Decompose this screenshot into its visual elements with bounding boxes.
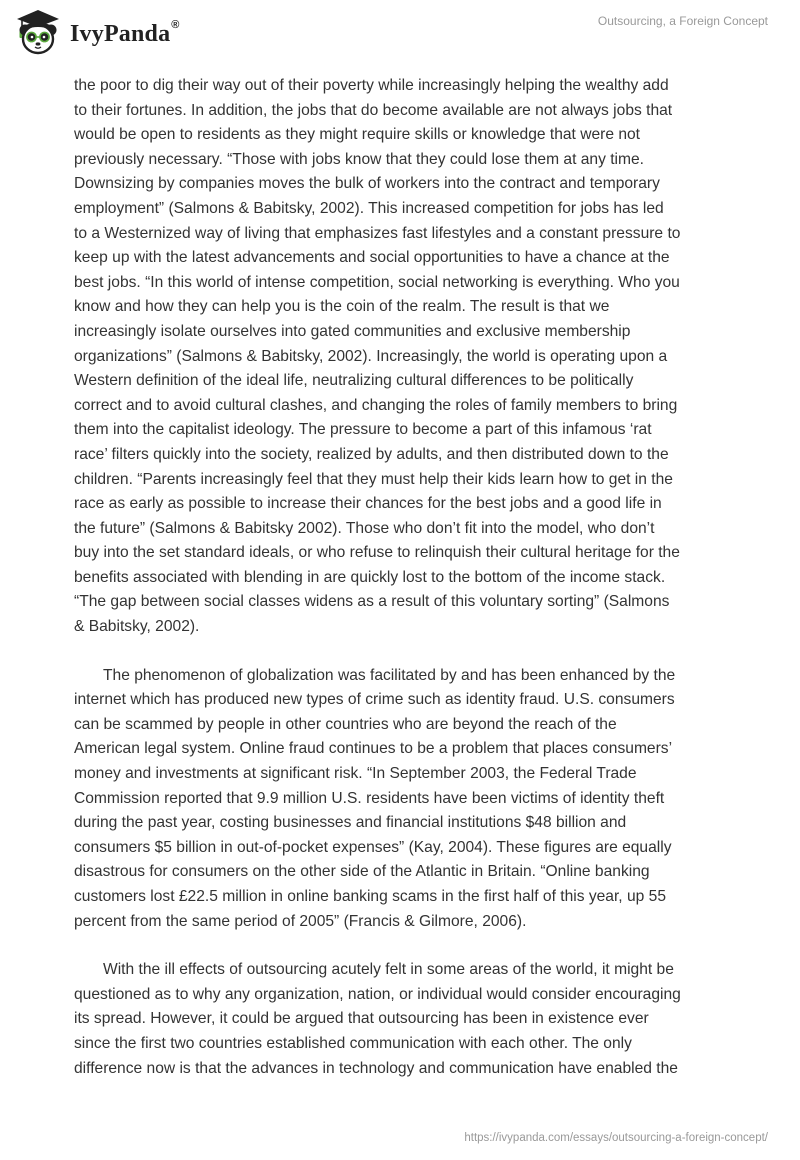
- page-header: [0, 0, 800, 64]
- text-line: can be scammed by people in other countries who are beyond the reach of the: [74, 715, 617, 733]
- text-line: race as early as possible to increase their chances for the best jobs and a good life in: [74, 495, 662, 513]
- text-line: employment” (Salmons & Babitsky, 2002). This increased competition for jobs has led: [74, 199, 664, 217]
- text-line: race’ filters quickly into the society, realized by adults, and then distributed down to the: [74, 445, 669, 463]
- text-line: would be open to residents as they might require skills or knowledge that were not: [74, 126, 641, 144]
- paragraph: [74, 664, 730, 935]
- text-line: increasingly isolate ourselves into gated communities and exclusive membership: [74, 322, 631, 340]
- text-line: benefits associated with blending in are quickly lost to the bottom of the income stack.: [74, 568, 666, 586]
- text-line: Downsizing by companies moves the bulk of workers into the contract and temporary: [74, 175, 660, 193]
- text-line: since the first two countries established communication with each other. The only: [74, 1034, 632, 1052]
- text-line: children. “Parents increasingly feel that they must help their kids learn how to get in the: [74, 470, 673, 488]
- paragraph: [74, 74, 730, 640]
- text-line: them into the capitalist ideology. The pressure to become a part of this infamous ‘rat: [74, 421, 652, 439]
- text-line: to their fortunes. In addition, the jobs that do become available are not always jobs that: [74, 101, 673, 119]
- text-line: The phenomenon of globalization was facilitated by and has been enhanced by the: [103, 666, 676, 684]
- paragraph: [74, 958, 730, 1081]
- text-line: the poor to dig their way out of their poverty while increasingly helping the wealthy add: [74, 77, 669, 94]
- ivypanda-panda-graduate-icon: [14, 8, 62, 56]
- text-line: customers lost £22.5 million in online banking scams in the first half of this year, up 55: [74, 888, 666, 905]
- text-line: its spread. However, it could be argued that outsourcing has been in existence ever: [74, 1010, 649, 1028]
- text-line: money and investments at significant risk. “In September 2003, the Federal Trade: [74, 765, 637, 783]
- text-line: the future” (Salmons & Babitsky 2002). Those who don’t fit into the model, who don’t: [74, 519, 655, 537]
- text-line: during the past year, costing businesses and financial institutions $48 billion and: [74, 814, 627, 832]
- source-url[interactable]: https://ivypanda.com/essays/outsourcing-a-foreign-concept/: [464, 1132, 768, 1144]
- text-line: American legal system. Online fraud continues to be a problem that places consumers’: [74, 740, 673, 758]
- text-line: to a Westernized way of living that emphasizes fast lifestyles and a constant pressure to: [74, 224, 681, 242]
- brand-name: IvyPanda®: [70, 18, 180, 47]
- text-line: disastrous for consumers on the other side of the Atlantic in Britain. “Online banking: [74, 863, 650, 881]
- text-line: internet which has produced new types of crime such as identity fraud. U.S. consumers: [74, 691, 675, 709]
- text-line: keep up with the latest advancements and social opportunities to have a chance at the: [74, 249, 670, 267]
- registered-mark: ®: [171, 18, 180, 31]
- text-line: With the ill effects of outsourcing acutely felt in some areas of the world, it might be: [103, 961, 674, 979]
- text-line: & Babitsky, 2002).: [74, 618, 200, 636]
- ivypanda-logo[interactable]: [14, 8, 180, 56]
- text-line: consumers $5 billion in out-of-pocket expenses” (Kay, 2004). These figures are equally: [74, 838, 672, 856]
- text-line: know and how they can help you is the coin of the realm. The result is that we: [74, 298, 610, 316]
- text-line: percent from the same period of 2005” (Francis & Gilmore, 2006).: [74, 912, 527, 930]
- text-line: organizations” (Salmons & Babitsky, 2002). Increasingly, the world is operating upon a: [74, 347, 668, 365]
- document-title: Outsourcing, a Foreign Concept: [597, 14, 768, 28]
- text-line: previously necessary. “Those with jobs know that they could lose them at any time.: [74, 150, 645, 168]
- text-line: correct and to avoid cultural clashes, and changing the roles of family members to bring: [74, 396, 678, 414]
- text-line: buy into the set standard ideals, or who refuse to relinquish their cultural heritage for the: [74, 544, 680, 562]
- essay-body: [74, 74, 730, 1105]
- text-line: best jobs. “In this world of intense competition, social networking is everything. Who you: [74, 273, 680, 291]
- text-line: Western definition of the ideal life, neutralizing cultural differences to be politically: [74, 372, 634, 390]
- text-line: difference now is that the advances in technology and communication have enabled the: [74, 1059, 678, 1077]
- text-line: Commission reported that 9.9 million U.S. residents have been victims of identity theft: [74, 789, 665, 807]
- text-line: questioned as to why any organization, nation, or individual would consider encouraging: [74, 985, 681, 1003]
- text-line: “The gap between social classes widens as a result of this voluntary sorting” (Salmons: [74, 593, 670, 611]
